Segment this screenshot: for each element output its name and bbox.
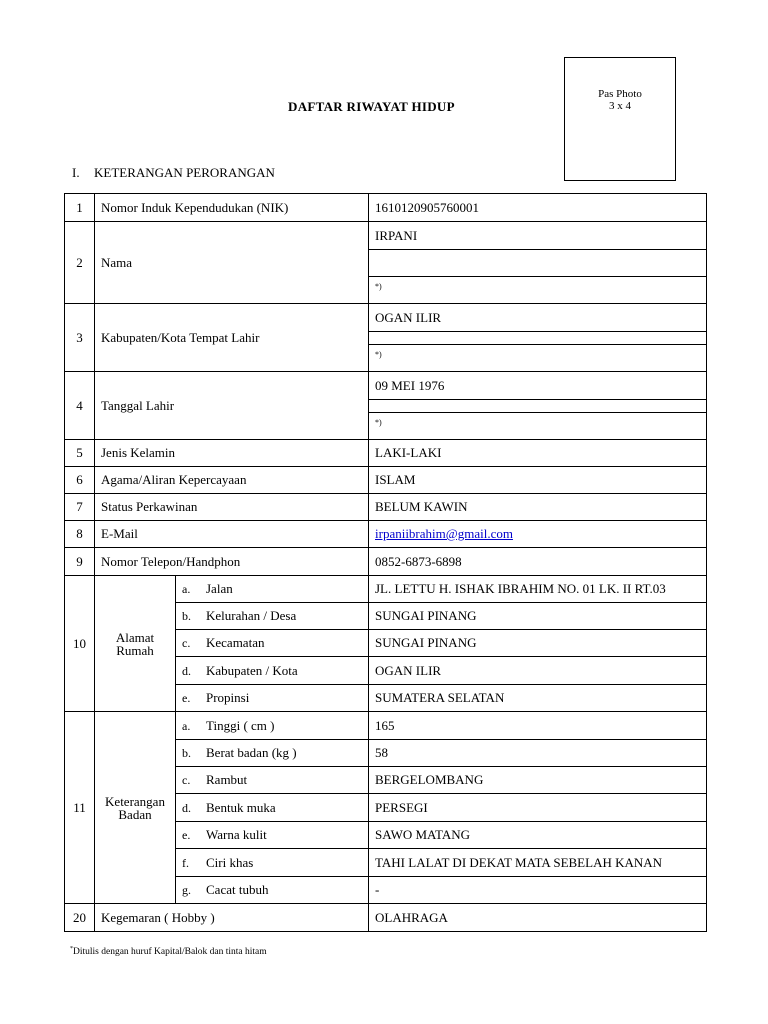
photo-label: Pas Photo	[598, 88, 642, 100]
row-label: Tanggal Lahir	[95, 372, 369, 440]
row-number: 2	[65, 222, 95, 304]
table-row	[65, 521, 707, 548]
row-value: 1610120905760001	[369, 194, 707, 222]
personal-info-table	[64, 193, 707, 932]
footnote-text: Ditulis dengan huruf Kapital/Balok dan tinta hitam	[73, 947, 267, 958]
sub-label: f. Ciri khas	[176, 849, 369, 877]
table-row	[65, 494, 707, 521]
row-value: 165	[369, 712, 707, 740]
row-value: OGAN ILIR	[369, 657, 707, 685]
group-label: Keterangan Badan	[95, 712, 176, 904]
row-label: E-Mail	[95, 521, 369, 548]
section-label: KETERANGAN PERORANGAN	[94, 165, 275, 180]
row-label: Agama/Aliran Kepercayaan	[95, 467, 369, 494]
footnote	[70, 946, 267, 957]
email-link[interactable]: irpaniibrahim@gmail.com	[375, 526, 513, 541]
row-number: 5	[65, 440, 95, 467]
row-value-line2	[369, 400, 707, 413]
document-title: DAFTAR RIWAYAT HIDUP	[288, 99, 455, 114]
sub-label: a. Tinggi ( cm )	[176, 712, 369, 740]
row-value: IRPANI	[369, 222, 707, 250]
row-label: Kabupaten/Kota Tempat Lahir	[95, 304, 369, 372]
row-value: 09 MEI 1976	[369, 372, 707, 400]
table-row	[65, 194, 707, 222]
sub-label: b. Kelurahan / Desa	[176, 603, 369, 630]
row-value-line2	[369, 250, 707, 277]
row-label: Kegemaran ( Hobby )	[95, 904, 369, 932]
row-value: PERSEGI	[369, 794, 707, 822]
row-note: *)	[369, 345, 707, 372]
row-value: SUNGAI PINANG	[369, 630, 707, 657]
row-value: 58	[369, 740, 707, 767]
row-number: 4	[65, 372, 95, 440]
photo-size: 3 x 4	[609, 100, 631, 112]
row-label: Nomor Telepon/Handphon	[95, 548, 369, 576]
row-number: 6	[65, 467, 95, 494]
row-value-line2	[369, 332, 707, 345]
table-row	[65, 222, 707, 250]
row-label: Status Perkawinan	[95, 494, 369, 521]
table-row	[65, 440, 707, 467]
row-label: Nomor Induk Kependudukan (NIK)	[95, 194, 369, 222]
sub-label: c. Kecamatan	[176, 630, 369, 657]
table-row	[65, 467, 707, 494]
row-number: 10	[65, 576, 95, 712]
row-value: OGAN ILIR	[369, 304, 707, 332]
group-label: Alamat Rumah	[95, 576, 176, 712]
row-number: 3	[65, 304, 95, 372]
sub-label: e. Propinsi	[176, 685, 369, 712]
section-heading	[72, 165, 275, 181]
table-row	[65, 576, 707, 603]
row-value: LAKI-LAKI	[369, 440, 707, 467]
sub-label: b. Berat badan (kg )	[176, 740, 369, 767]
row-number: 11	[65, 712, 95, 904]
row-note: *)	[369, 277, 707, 304]
row-value: SAWO MATANG	[369, 822, 707, 849]
footnote-mark: *	[70, 946, 73, 952]
photo-placeholder	[564, 57, 676, 181]
table-row	[65, 304, 707, 332]
row-number: 20	[65, 904, 95, 932]
sub-label: e. Warna kulit	[176, 822, 369, 849]
table-row	[65, 904, 707, 932]
table-row	[65, 372, 707, 400]
row-value: -	[369, 877, 707, 904]
section-number: I.	[72, 165, 80, 180]
row-value: BELUM KAWIN	[369, 494, 707, 521]
sub-label: a. Jalan	[176, 576, 369, 603]
table-row	[65, 548, 707, 576]
row-value	[369, 521, 707, 548]
sub-label: g. Cacat tubuh	[176, 877, 369, 904]
row-label: Nama	[95, 222, 369, 304]
row-value: ISLAM	[369, 467, 707, 494]
sub-label: d. Kabupaten / Kota	[176, 657, 369, 685]
row-number: 1	[65, 194, 95, 222]
row-value: 0852-6873-6898	[369, 548, 707, 576]
row-value: OLAHRAGA	[369, 904, 707, 932]
row-value: BERGELOMBANG	[369, 767, 707, 794]
row-value: JL. LETTU H. ISHAK IBRAHIM NO. 01 LK. II RT.03	[369, 576, 707, 603]
row-number: 8	[65, 521, 95, 548]
row-value: SUNGAI PINANG	[369, 603, 707, 630]
row-value: SUMATERA SELATAN	[369, 685, 707, 712]
sub-label: d. Bentuk muka	[176, 794, 369, 822]
table-row	[65, 712, 707, 740]
row-number: 7	[65, 494, 95, 521]
row-label: Jenis Kelamin	[95, 440, 369, 467]
sub-label: c. Rambut	[176, 767, 369, 794]
row-number: 9	[65, 548, 95, 576]
row-note: *)	[369, 413, 707, 440]
row-value: TAHI LALAT DI DEKAT MATA SEBELAH KANAN	[369, 849, 707, 877]
